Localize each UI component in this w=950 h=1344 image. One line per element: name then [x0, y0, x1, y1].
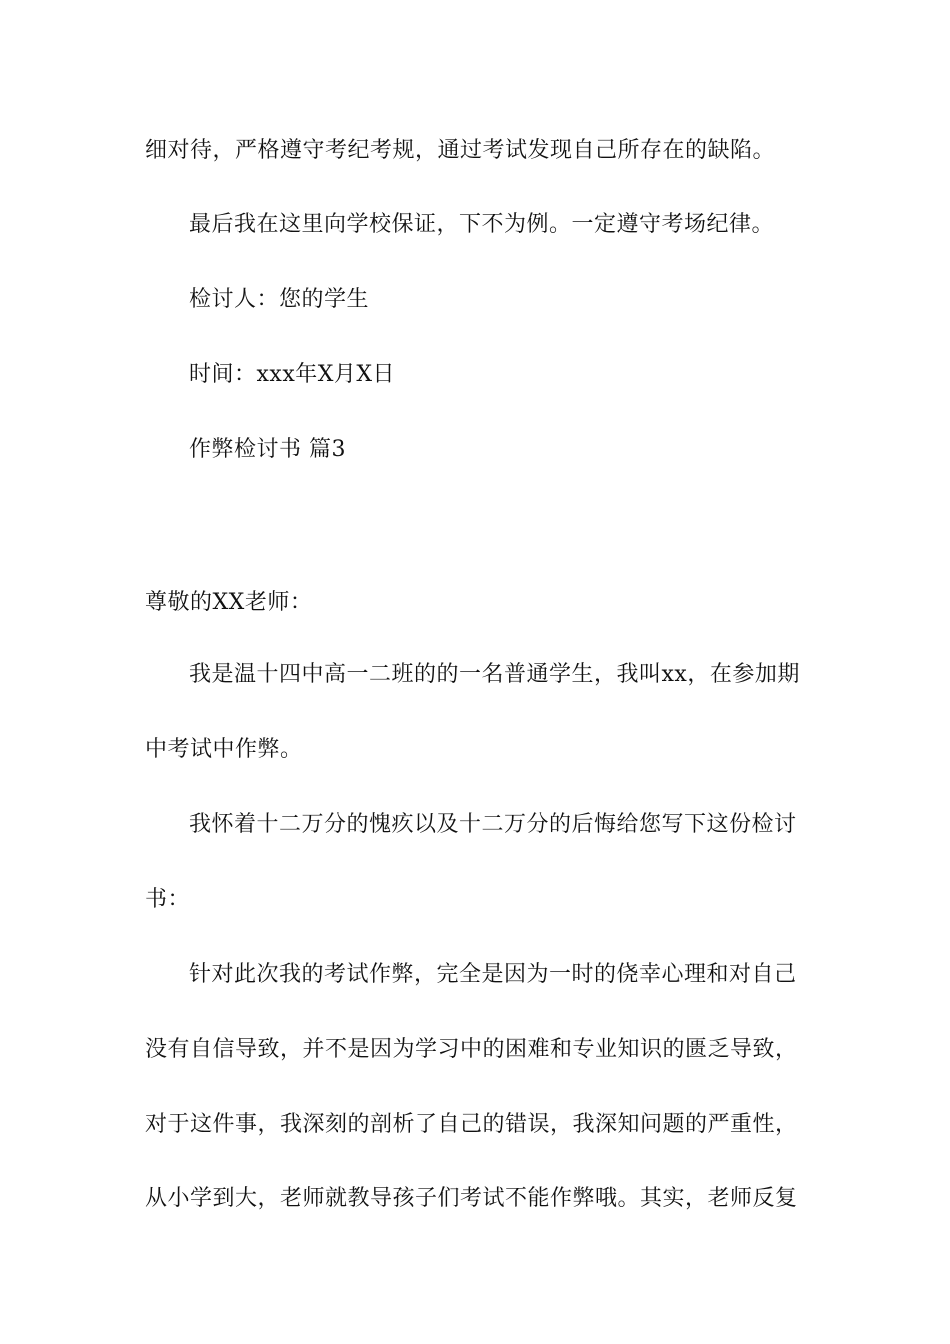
paragraph-line: 最后我在这里向学校保证，下不为例。一定遵守考场纪律。 [189, 212, 775, 237]
paragraph-line: 中考试中作弊。 [145, 737, 303, 762]
paragraph-line: 细对待，严格遵守考纪考规，通过考试发现自己所存在的缺陷。 [145, 138, 776, 163]
date-line: 时间：xxx年X月X日 [189, 362, 396, 387]
paragraph-line: 书： [145, 887, 191, 912]
paragraph-line: 对于这件事，我深刻的剖析了自己的错误，我深知问题的严重性， [145, 1112, 798, 1137]
section-heading: 作弊检讨书 篇3 [189, 437, 346, 462]
paragraph-line: 没有自信导致，并不是因为学习中的困难和专业知识的匮乏导致， [145, 1037, 798, 1062]
paragraph-line: 针对此次我的考试作弊，完全是因为一时的侥幸心理和对自己 [189, 962, 797, 987]
paragraph-line: 我怀着十二万分的愧疚以及十二万分的后悔给您写下这份检讨 [189, 812, 797, 837]
paragraph-line: 从小学到大，老师就教导孩子们考试不能作弊哦。其实，老师反复 [145, 1186, 798, 1211]
signature-line: 检讨人：您的学生 [189, 287, 370, 312]
paragraph-line: 我是温十四中高一二班的的一名普通学生，我叫xx，在参加期 [189, 662, 800, 687]
salutation: 尊敬的XX老师： [145, 590, 313, 615]
